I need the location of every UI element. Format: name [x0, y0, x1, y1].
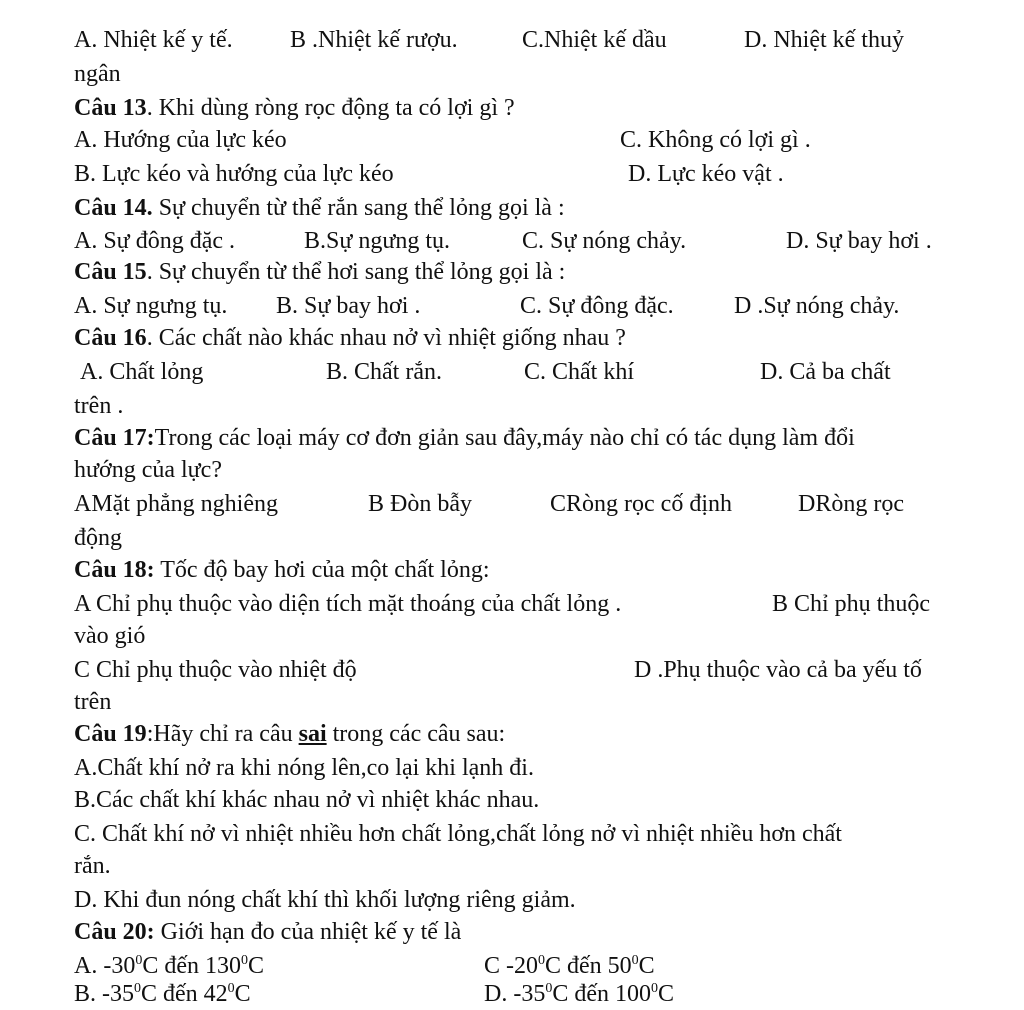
q18-option-d: D .Phụ thuộc vào cả ba yếu tố [634, 657, 922, 683]
q13-question [74, 92, 515, 124]
q15-option-c: C. Sự đông đặc. [520, 293, 674, 319]
q19-option-b: B.Các chất khí khác nhau nở vì nhiệt khác nhau. [74, 787, 540, 813]
q19-option-a: A.Chất khí nở ra khi nóng lên,co lại khi lạnh đi. [74, 755, 534, 781]
q19-question [74, 718, 505, 750]
q20-option-c: C $-20^0C$ đến $50^0C$ [484, 953, 655, 979]
q20-row2-cutoff [70, 978, 970, 1007]
q13-label: Câu 13 [74, 95, 147, 121]
q16-option-a: A. Chất lỏng [80, 359, 204, 385]
q16-question [74, 322, 626, 354]
q19-text-post: trong các câu sau: [326, 721, 506, 747]
q19-option-c-cont: rắn. [74, 853, 111, 879]
q17-option-c: CRòng rọc cố định [550, 491, 732, 517]
q18-option-b: B Chỉ phụ thuộc [772, 591, 931, 617]
q18-option-d-cont: trên [74, 689, 112, 715]
q18-question [74, 554, 490, 586]
q13-option-d: D. Lực kéo vật . [628, 161, 784, 187]
q17-option-d-cont: động [74, 525, 122, 551]
q16-option-d-cont: trên . [74, 393, 124, 419]
q18-option-a: A Chỉ phụ thuộc vào diện tích mặt thoáng của chất lỏng . [74, 591, 622, 617]
q17-text: Trong các loại máy cơ đơn giản sau đây,máy nào chỉ có tác dụng làm đổi [154, 425, 855, 451]
q16-label: Câu 16 [74, 325, 147, 351]
q20-question [74, 916, 461, 948]
q17-label: Câu 17: [74, 425, 155, 451]
q15-option-d: D .Sự nóng chảy. [734, 293, 900, 319]
q15-question [74, 256, 565, 288]
q16-option-b: B. Chất rắn. [326, 359, 442, 385]
q13-text: . Khi dùng ròng rọc động ta có lợi gì ? [146, 95, 515, 121]
q16-option-c: C. Chất khí [524, 359, 635, 385]
q15-text: . Sự chuyển từ thể hơi sang thể lỏng gọi là : [146, 259, 566, 285]
q20-option-a: A. $-30^0C$ đến $130^0C$ [74, 953, 265, 979]
q19-option-d: D. Khi đun nóng chất khí thì khối lượng riêng giảm. [74, 887, 576, 913]
q20-label: Câu 20: [74, 919, 155, 945]
q18-label: Câu 18: [74, 557, 155, 583]
q14-text: Sự chuyển từ thể rắn sang thể lỏng gọi là : [152, 195, 565, 221]
q14-option-c: C. Sự nóng chảy. [522, 228, 687, 254]
q12-option-c: C.Nhiệt kế dầu [522, 27, 667, 53]
q16-option-d: D. Cả ba chất [760, 359, 891, 385]
q19-text-pre: :Hãy chỉ ra câu [146, 721, 299, 747]
q19-label: Câu 19 [74, 721, 147, 747]
q20-option-b-partial: B. $-35^0C$ đến $42^0C$ [74, 981, 251, 1007]
q20-text: Giới hạn đo của nhiệt kế y tế là [154, 919, 462, 945]
q12-option-d: D. Nhiệt kế thuỷ [744, 27, 904, 53]
q14-option-d: D. Sự bay hơi . [786, 228, 932, 254]
q17-question-cont: hướng của lực? [74, 457, 222, 483]
q16-text: . Các chất nào khác nhau nở vì nhiệt giống nhau ? [146, 325, 626, 351]
q15-option-b: B. Sự bay hơi . [276, 293, 421, 319]
q15-label: Câu 15 [74, 259, 147, 285]
q19-text-underlined: sai [298, 721, 327, 747]
q18-text: Tốc độ bay hơi của một chất lỏng: [154, 557, 490, 583]
q17-option-a: AMặt phẳng nghiêng [74, 491, 278, 517]
q17-option-d: DRòng rọc [798, 491, 904, 517]
q18-option-c: C Chỉ phụ thuộc vào nhiệt độ [74, 657, 357, 683]
q13-option-b: B. Lực kéo và hướng của lực kéo [74, 161, 394, 187]
q13-option-c: C. Không có lợi gì . [620, 127, 811, 153]
q17-question [74, 422, 855, 454]
q12-option-d-cont: ngân [74, 61, 121, 87]
q14-option-b: B.Sự ngưng tụ. [304, 228, 451, 254]
q14-option-a: A. Sự đông đặc . [74, 228, 235, 254]
q17-option-b: B Đòn bẫy [368, 491, 472, 517]
q13-option-a: A. Hướng của lực kéo [74, 127, 287, 153]
q12-option-a: A. Nhiệt kế y tế. [74, 27, 233, 53]
q14-question [74, 192, 565, 224]
q18-option-b-cont: vào gió [74, 623, 146, 649]
q15-option-a: A. Sự ngưng tụ. [74, 293, 228, 319]
q19-option-c: C. Chất khí nở vì nhiệt nhiều hơn chất lỏng,chất lỏng nở vì nhiệt nhiều hơn chất [74, 821, 842, 847]
q20-option-d-partial: D. $-35^0C$ đến $100^0C$ [484, 981, 675, 1007]
q12-option-b: B .Nhiệt kế rượu. [290, 27, 458, 53]
q14-label: Câu 14. [74, 195, 153, 221]
